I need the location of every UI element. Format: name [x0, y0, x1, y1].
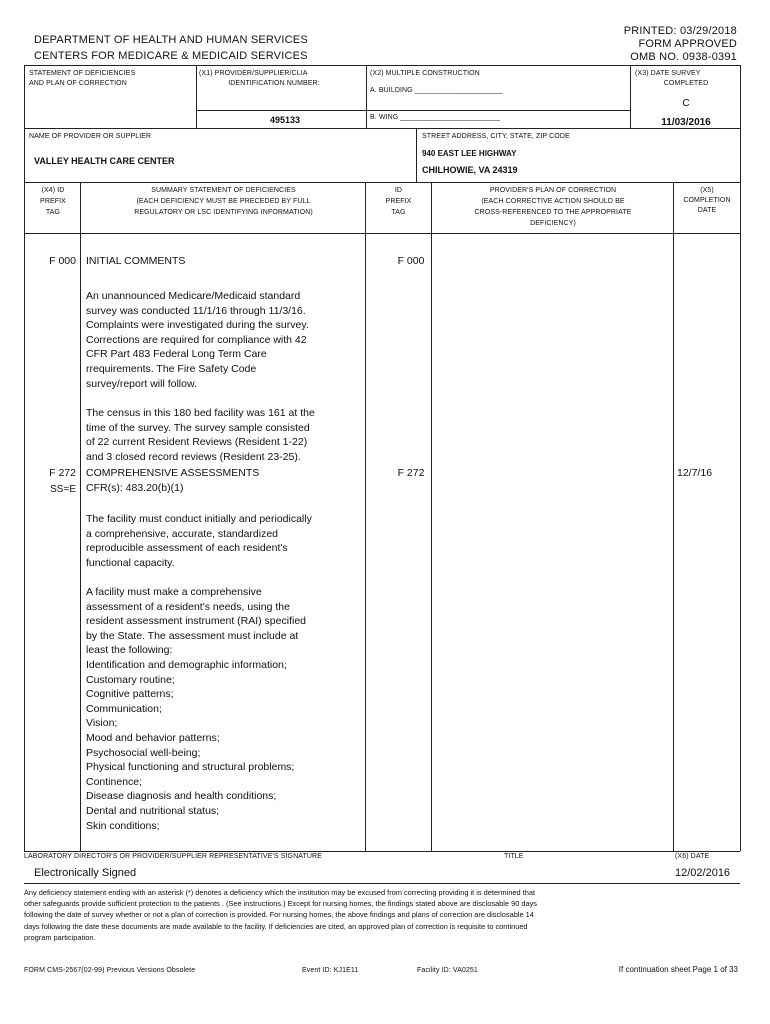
name-row-divider: [24, 182, 740, 183]
x2-label: (X2) MULTIPLE CONSTRUCTION: [370, 70, 480, 77]
id-f000: F 000: [397, 255, 425, 267]
left-border: [24, 65, 25, 851]
survey-date: 11/03/2016: [661, 117, 711, 128]
text-line: Continence;: [86, 775, 143, 788]
text-line: Psychosocial well-being;: [86, 746, 201, 759]
agency-name: CENTERS FOR MEDICARE & MEDICAID SERVICES: [34, 50, 308, 62]
text-line: least the following:: [86, 644, 173, 657]
text-line: Communication;: [86, 702, 162, 715]
provider-number: 495133: [269, 115, 301, 125]
title-label: TITLE: [504, 853, 524, 860]
column-header-divider: [24, 233, 740, 234]
text-line: Physical functioning and structural problems;: [86, 761, 295, 774]
text-line: Disease diagnosis and health conditions;: [86, 790, 277, 803]
printed-date: PRINTED: 03/29/2018: [623, 25, 737, 37]
col-divider-tag: [80, 182, 81, 851]
text-line: and 3 closed record reviews (Resident 23-25).: [86, 450, 301, 463]
address-line-1: 940 EAST LEE HIGHWAY: [422, 149, 517, 158]
text-line: rrequirements. The Fire Safety Code: [86, 362, 257, 375]
text-line: Skin conditions;: [86, 819, 160, 832]
x3-label-1: (X3) DATE SURVEY: [635, 70, 701, 77]
f272-title: COMPREHENSIVE ASSESSMENTS: [86, 467, 260, 479]
survey-paragraph: [86, 289, 362, 391]
plan-header-2: (EACH CORRECTIVE ACTION SHOULD BE: [481, 198, 625, 205]
building-wing-divider: [366, 110, 630, 111]
provider-number-divider: [196, 110, 366, 111]
provider-name-label: NAME OF PROVIDER OR SUPPLIER: [29, 133, 152, 140]
form-number: FORM CMS-2567(02-99) Previous Versions Obsolete: [24, 967, 196, 974]
assessment-paragraph: [86, 585, 362, 833]
x5-header-3: DATE: [697, 207, 717, 214]
disclaimer-line: following the date of survey whether or not a plan of correction is provided. For nursing homes, the above findings and plans of correction are disclosable 14: [24, 910, 534, 920]
x4-header-1: (X4) ID: [41, 187, 65, 194]
id-header-2: PREFIX: [385, 198, 412, 205]
disclaimer-line: days following the date these documents are made available to the facility. If deficiencies are cited, an approved plan of correction is requisite to continued: [24, 921, 528, 931]
col-divider-plan: [673, 182, 674, 851]
signature-value: Electronically Signed: [34, 867, 137, 879]
text-line: Identification and demographic information;: [86, 658, 287, 671]
text-line: assessment of a resident's needs, using the: [86, 600, 290, 613]
building-label: A. BUILDING ______________________: [370, 87, 503, 94]
text-line: Complaints were investigated during the survey.: [86, 319, 309, 332]
text-line: Vision;: [86, 717, 118, 730]
disclaimer-line: program participation.: [24, 932, 96, 942]
wing-label: B. WING _________________________: [370, 114, 501, 121]
x3-label-2: COMPLETED: [663, 80, 709, 87]
statement-label-2: AND PLAN OF CORRECTION: [29, 80, 127, 87]
tag-f272: F 272: [49, 467, 76, 479]
x4-header-2: PREFIX: [40, 198, 66, 205]
text-line: Mood and behavior patterns;: [86, 731, 220, 744]
address-label: STREET ADDRESS, CITY, STATE, ZIP CODE: [422, 133, 570, 140]
text-line: Customary routine;: [86, 673, 175, 686]
summary-header-1: SUMMARY STATEMENT OF DEFICIENCIES: [151, 187, 296, 194]
text-line: functional capacity.: [86, 556, 175, 569]
text-line: Dental and nutritional status;: [86, 804, 220, 817]
text-line: survey/report will follow.: [86, 377, 197, 390]
address-line-2: CHILHOWIE, VA 24319: [422, 165, 518, 175]
plan-header-1: PROVIDER'S PLAN OF CORRECTION: [489, 187, 617, 194]
text-line: of 22 current Resident Reviews (Resident 1-22): [86, 436, 308, 449]
signature-bottom: [24, 883, 740, 884]
x6-date-label: (X6) DATE: [675, 853, 710, 860]
right-border: [740, 65, 741, 851]
signature-date: 12/02/2016: [675, 867, 731, 879]
initial-comments-title: INITIAL COMMENTS: [86, 255, 186, 267]
summary-header-3: REGULATORY OR LSC IDENTIFYING INFORMATION): [134, 209, 313, 216]
x1-label-1: (X1) PROVIDER/SUPPLIER/CLIA: [199, 70, 308, 77]
scope-severity: SS=E: [50, 484, 76, 495]
id-header-3: TAG: [391, 209, 406, 216]
x1-label-2: IDENTIFICATION NUMBER:: [228, 80, 320, 87]
col-divider-summary: [365, 182, 366, 851]
page-continuation: If continuation sheet Page 1 of 33: [618, 965, 738, 974]
completion-date: 12/7/16: [677, 467, 713, 479]
address-divider: [416, 128, 417, 182]
x4-header-3: TAG: [45, 209, 61, 216]
x3-divider: [630, 65, 631, 128]
text-line: Corrections are required for compliance with 42: [86, 333, 307, 346]
signature-label: LABORATORY DIRECTOR'S OR PROVIDER/SUPPLIER REPRESENTATIVE'S SIGNATURE: [24, 853, 322, 860]
x5-header-2: COMPLETION: [683, 197, 731, 204]
text-line: The facility must conduct initially and periodically: [86, 513, 312, 525]
x5-header-1: (X5): [700, 187, 714, 194]
text-line: An unannounced Medicare/Medicaid standard: [86, 290, 301, 302]
facility-id: Facility ID: VA0251: [417, 967, 478, 974]
text-line: The census in this 180 bed facility was 161 at the: [86, 407, 315, 419]
x2-divider: [366, 65, 367, 128]
id-header-1: ID: [394, 187, 403, 194]
col-divider-id: [431, 182, 432, 851]
event-id: Event ID: KJ1E11: [302, 967, 359, 974]
text-line: CFR Part 483 Federal Long Term Care: [86, 348, 267, 361]
f272-cfr: CFR(s): 483.20(b)(1): [86, 482, 184, 494]
text-line: by the State. The assessment must include at: [86, 629, 299, 642]
text-line: a comprehensive, accurate, standardized: [86, 527, 279, 540]
text-line: time of the survey. The survey sample consisted: [86, 421, 310, 434]
disclaimer-line: Any deficiency statement ending with an asterisk (*) denotes a deficiency which the institution may be excused from correcting providing it is determined that: [24, 888, 536, 897]
disclaimer: [24, 887, 740, 943]
provider-name: VALLEY HEALTH CARE CENTER: [34, 156, 175, 166]
statement-label-1: STATEMENT OF DEFICIENCIES: [29, 70, 136, 77]
plan-header-3: CROSS-REFERENCED TO THE APPROPRIATE: [474, 209, 632, 216]
disclaimer-line: other safeguards provide sufficient protection to the patients . (See instructions.) Except for nursing homes, the findings stated above are disclosable 90 days: [24, 899, 537, 909]
text-line: Cognitive patterns;: [86, 688, 174, 701]
x1-divider: [196, 65, 197, 128]
text-line: A facility must make a comprehensive: [86, 586, 262, 598]
top-table-divider: [24, 128, 740, 129]
omb-number: OMB NO. 0938-0391: [630, 51, 737, 63]
text-line: reproducible assessment of each resident's: [86, 542, 288, 555]
text-line: survey was conducted 11/1/16 through 11/3/16.: [86, 304, 306, 317]
text-line: resident assessment instrument (RAI) specified: [86, 615, 307, 628]
plan-header-4: DEFICIENCY): [530, 220, 576, 227]
facility-must-paragraph: [86, 512, 362, 570]
id-f272: F 272: [397, 467, 425, 479]
x3-code: C: [682, 98, 690, 109]
department-name: DEPARTMENT OF HEALTH AND HUMAN SERVICES: [34, 34, 308, 46]
form-approved: FORM APPROVED: [638, 38, 737, 50]
summary-header-2: (EACH DEFICIENCY MUST BE PRECEDED BY FULL: [136, 198, 311, 205]
tag-f000: F 000: [49, 255, 76, 267]
census-paragraph: [86, 406, 362, 464]
top-border: [24, 65, 740, 66]
